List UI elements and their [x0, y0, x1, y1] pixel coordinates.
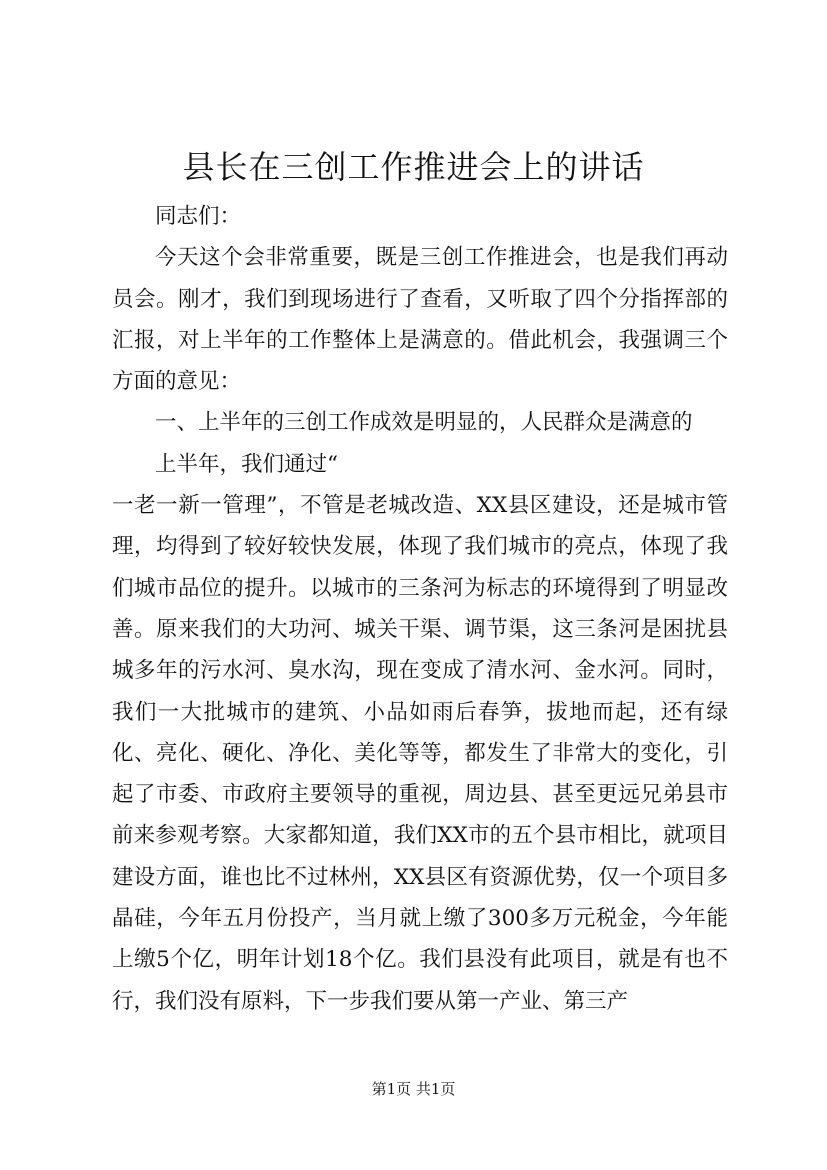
document-body [112, 196, 728, 1022]
intro-paragraph: 今天这个会非常重要，既是三创工作推进会，也是我们再动员会。刚才，我们到现场进行了查看，又听取了四个分指挥部的汇报，对上半年的工作整体上是满意的。借此机会，我强调三个方面的意见： [112, 245, 728, 395]
salutation-paragraph: 同志们： [155, 204, 242, 229]
body-paragraph: 一老一新一管理”，不管是老城改造、XX县区建设，还是城市管理，均得到了较好较快发展，体现了我们城市的亮点，体现了我们城市品位的提升。以城市的三条河为标志的环境得到了明显改善。原来我们的大功河、城关干渠、调节渠，这三条河是困扰县城多年的污水河、臭水沟，现在变成了清水河、金水河。同时，我们一大批城市的建筑、小品如雨后春笋，拔地而起，还有绿化、亮化、硬化、净化、美化等等，都发生了非常大的变化，引起了市委、市政府主要领导的重视，周边县、甚至更远兄弟县市前来参观考察。大家都知道，我们XX市的五个县市相比，就项目建设方面，谁也比不过林州，XX县区有资源优势，仅一个项目多晶硅，今年五月份投产，当月就上缴了300多万元税金，今年能上缴5个亿，明年计划18个亿。我们县没有此项目，就是有也不行，我们没有原料，下一步我们要从第一产业、第三产 [112, 493, 728, 1014]
page-footer: 第1页 共1页 [371, 1080, 456, 1098]
section-heading-1: 一、上半年的三创工作成效是明显的，人民群众是满意的 [155, 410, 693, 436]
document-title: 县长在三创工作推进会上的讲话 [182, 148, 645, 186]
body-paragraph: 上半年，我们通过“ [155, 451, 338, 477]
